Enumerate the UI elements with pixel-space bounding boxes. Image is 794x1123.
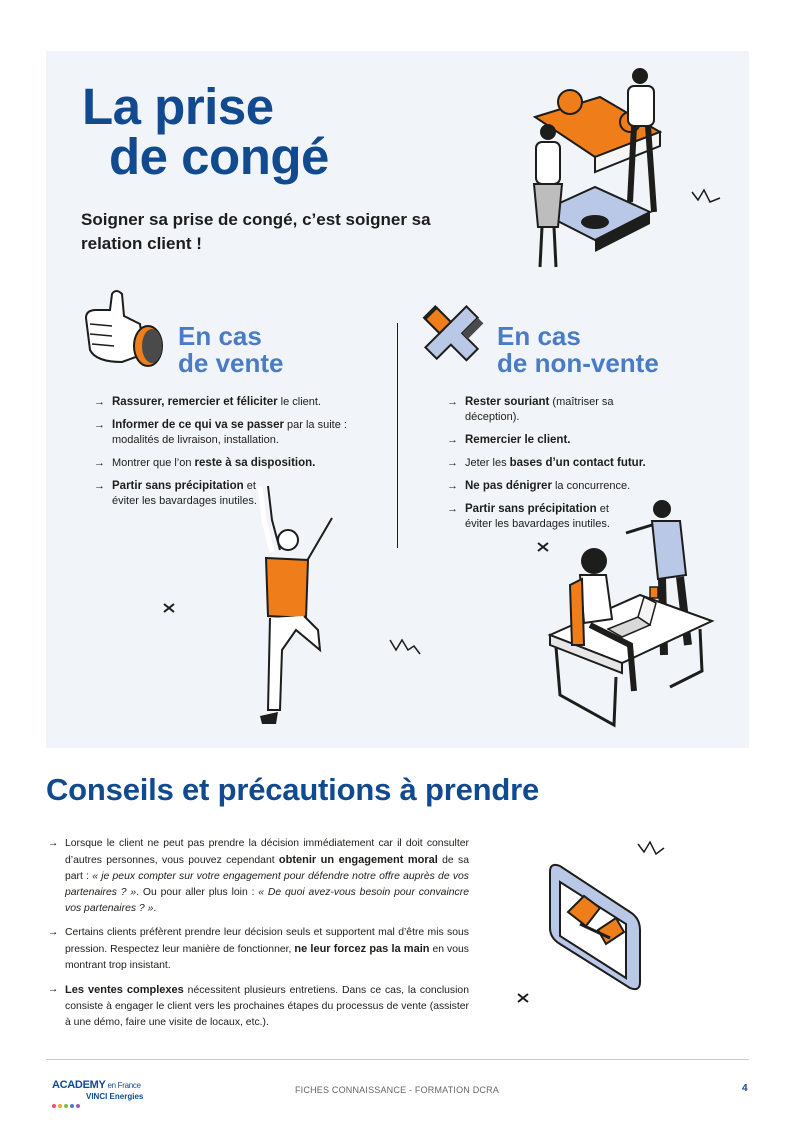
non-vente-heading-line-1: En cas [497,321,581,351]
non-vente-item-3 [447,456,647,471]
tip2-text-c: en vous montrant trop insistant. [65,944,469,971]
vente-heading [178,323,284,377]
conseils-heading: Conseils et précautions à prendre [46,772,539,807]
vente-item-1-text: le client. [277,396,321,408]
page-number: 4 [742,1083,748,1094]
zigzag-decoration [388,636,422,658]
celebrating-man-illustration [160,480,350,730]
column-divider [397,323,398,548]
non-vente-heading-line-2: de non-vente [497,348,659,378]
vente-item-2-bold: Informer de ce qui va se passer [112,419,284,431]
vente-item-3 [94,456,364,471]
tip2-bold: ne leur forcez pas la main [294,943,430,955]
tip1-text-a: Lorsque le client ne peut pas prendre la décision immédiatement car il doit consulter d’autres personnes, vous pouvez cependant [65,838,469,866]
non-vente-item-5-bold: Partir sans précipitation [465,503,597,515]
footer-rule [46,1059,749,1060]
cross-puzzle-icon [422,300,484,372]
tip3-text-b: nécessitent plusieurs entretiens. Dans ce cas, la conclusion consiste à engager le client vers les prochaines étapes du processus de vente (assister à une démo, faire une visite de locaux, etc.). [65,985,469,1028]
non-vente-item-1-bold: Rester souriant [465,396,550,408]
logo-en-france-text: en France [105,1081,141,1090]
logo-dots [52,1095,82,1113]
non-vente-item-5-text: et éviter les bavardages inutiles. [465,503,610,530]
tip1-text-g: . [153,903,157,914]
subtitle: Soigner sa prise de congé, c’est soigner sa relation client ! [81,210,431,253]
vente-heading-line-1: En cas [178,321,262,351]
vente-item-3-pre: Montrer que l’on [112,457,195,469]
page-title [82,78,329,185]
conseil-item-1 [48,836,469,917]
non-vente-item-2-bold: Remercier le client. [465,434,571,446]
non-vente-item-1-text: (maîtriser sa déception). [465,396,614,423]
title-line-2: de congé [109,128,329,185]
vente-item-4-bold: Partir sans précipitation [112,480,244,492]
tip1-quote-1: « je peux compter sur votre engagement pour défendre notre offre auprès de vos partenaires ? » [65,871,469,898]
conseil-item-3 [48,982,469,1031]
vente-item-2-text: par la suite : modalités de livraison, installation. [112,419,347,446]
vente-heading-line-2: de vente [178,348,284,378]
tip1-text-c: de sa part : [65,855,469,882]
desk-meeting-illustration [530,495,730,740]
vente-item-2 [94,418,364,448]
non-vente-item-3-pre: Jeter les [465,457,510,469]
non-vente-item-1 [447,395,647,425]
logo-vinci-text: VINCI Energies [86,1092,144,1101]
tip1-quote-2: « De quoi avez-vous besoin pour convaincre vos partenaires ? » [65,887,469,914]
conseil-item-2 [48,925,469,974]
footer-title: FICHES CONNAISSANCE - FORMATION DCRA [294,1085,500,1095]
non-vente-item-4 [447,479,647,494]
vente-item-1 [94,395,364,410]
tip1-bold: obtenir un engagement moral [278,854,438,866]
tip2-text-a: Certains clients préfèrent prendre leur décision seuls et supportent mal d’être mis sous pression. Respectez leur manière de fonctionner, [65,927,469,955]
puzzle-team-illustration [500,62,730,282]
non-vente-heading [497,323,659,377]
vente-item-1-bold: Rassurer, remercier et féliciter [112,396,278,408]
non-vente-item-4-text: la concurrence. [551,480,631,492]
logo-academy-text: ACADEMY [52,1079,106,1091]
vente-item-3-bold: reste à sa disposition. [194,457,316,469]
conseils-list [48,836,469,1039]
tip1-text-e: . Ou pour aller plus loin : [136,887,259,898]
title-line-1: La prise [82,78,274,135]
non-vente-item-4-bold: Ne pas dénigrer [465,480,552,492]
vente-item-4-text: et éviter les bavardages inutiles. [112,480,257,507]
handshake-frame-illustration [510,832,680,1012]
non-vente-item-2 [447,433,647,448]
tip3-bold: Les ventes complexes [65,984,184,996]
non-vente-item-3-bold: bases d’un contact futur. [509,457,646,469]
thumbs-up-icon [82,288,166,370]
